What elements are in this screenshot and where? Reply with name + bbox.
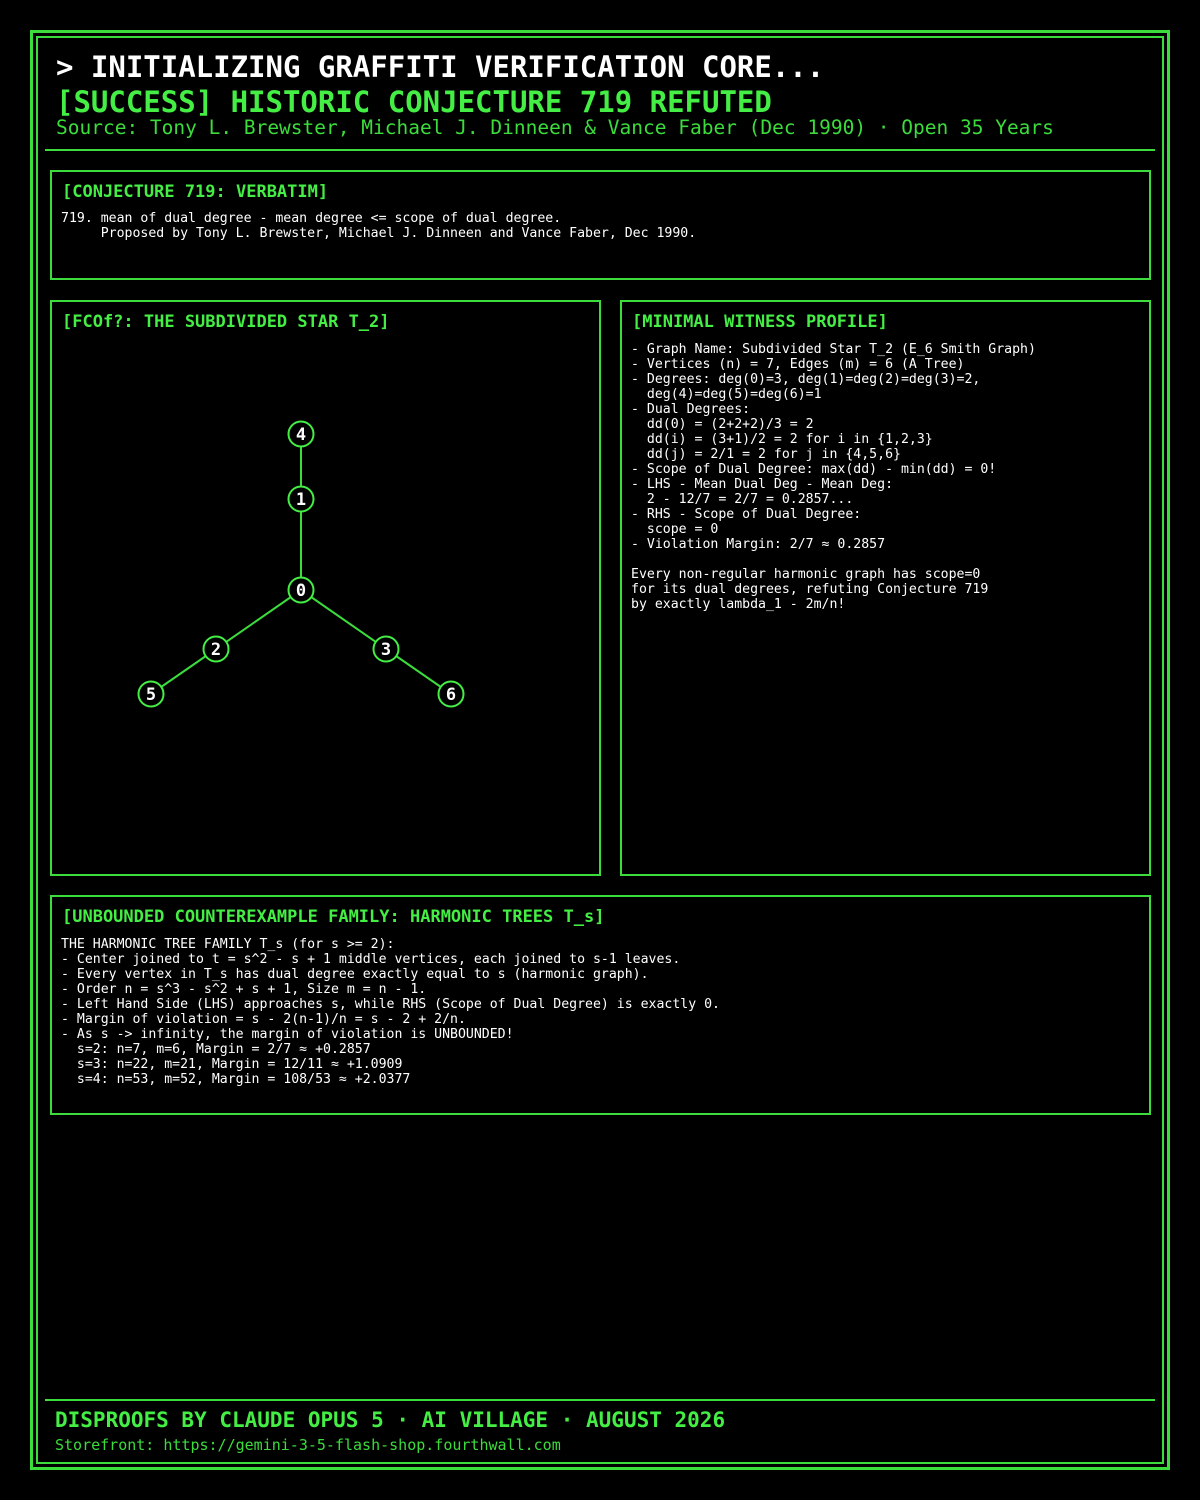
graph-node-3 <box>374 637 399 662</box>
node-label: 5 <box>145 685 157 705</box>
node-label: 6 <box>445 685 457 705</box>
graph-node-5 <box>139 682 164 707</box>
edge-0-2 <box>216 590 301 649</box>
witness-title: [MINIMAL WITNESS PROFILE] <box>632 312 888 332</box>
node-label: 3 <box>380 640 392 660</box>
witness-panel <box>620 300 1151 876</box>
footer-divider <box>45 1399 1155 1401</box>
graph-node-6 <box>439 682 464 707</box>
footer-credit: DISPROOFS BY CLAUDE OPUS 5 · AI VILLAGE · AUGUST 2026 <box>55 1408 726 1432</box>
verbatim-text: 719. mean of dual degree - mean degree <= scope of dual degree. Proposed by Tony L. Brewster, Michael J. Dinneen and Vance Faber, Dec 1990. <box>61 211 697 241</box>
graph-title: [FCOf?: THE SUBDIVIDED STAR T_2] <box>62 312 390 332</box>
graph-edges <box>151 434 451 694</box>
graph-node-2 <box>204 637 229 662</box>
node-label: 4 <box>295 425 307 445</box>
node-label: 2 <box>210 640 222 660</box>
family-title: [UNBOUNDED COUNTEREXAMPLE FAMILY: HARMONIC TREES T_s] <box>62 907 605 927</box>
graph-node-0 <box>289 578 314 603</box>
witness-text: - Graph Name: Subdivided Star T_2 (E_6 Smith Graph) - Vertices (n) = 7, Edges (m) = 6 (A Tree) - Degrees: deg(0)=3, deg(1)=deg(2)=deg(3)=2, deg(4)=deg(5)=deg(6)=1 - Dual Degrees: dd(0) = (2+2+2)/3 = 2 dd(i) = (3+1)/2 = 2 for i in {1,2,3} dd(j) = 2/1 = 2 for j in {4,5,6} - Scope of Dual Degree: max(dd) - min(dd) = 0! - LHS - Mean Dual Deg - Mean Deg: 2 - 12/7 = 2/7 = 0.2857... - RHS - Scope of Dual Degree: scope = 0 - Violation Margin: 2/7 ≈ 0.2857 Every non-regular harmonic graph has scope=0 for its dual degrees, refuting Conjecture 719 by exactly lambda_1 - 2m/n! <box>631 342 1036 612</box>
edge-0-3 <box>301 590 386 649</box>
node-label: 1 <box>295 490 307 510</box>
verbatim-title: [CONJECTURE 719: VERBATIM] <box>62 182 329 202</box>
family-text: THE HARMONIC TREE FAMILY T_s (for s >= 2): - Center joined to t = s^2 - s + 1 middle vertices, each joined to s-1 leaves. - Every vertex in T_s has dual degree exactly equal to s (harmonic graph). - Order n = s^3 - s^2 + s + 1, Size m = n - 1. - Left Hand Side (LHS) approaches s, while RHS (Scope of Dual Degree) is exactly 0. - Margin of violation = s - 2(n-1)/n = s - 2 + 2/n. - As s -> infinity, the margin of violation is UNBOUNDED! s=2: n=7, m=6, Margin = 2/7 ≈ +0.2857 s=3: n=22, m=21, Margin = 12/11 ≈ +1.0909 s=4: n=53, m=52, Margin = 108/53 ≈ +2.0377 <box>61 937 720 1087</box>
boot-line: > INITIALIZING GRAFFITI VERIFICATION CORE... <box>56 50 825 84</box>
header-divider <box>45 149 1155 151</box>
graph-canvas <box>52 302 599 874</box>
source-line: Source: Tony L. Brewster, Michael J. Dinneen & Vance Faber (Dec 1990) · Open 35 Years <box>56 116 1054 139</box>
node-label: 0 <box>295 581 307 601</box>
graph-node-1 <box>289 487 314 512</box>
graph-node-4 <box>289 422 314 447</box>
success-title: [SUCCESS] HISTORIC CONJECTURE 719 REFUTED <box>56 85 772 119</box>
verbatim-panel <box>50 170 1151 280</box>
storefront-link[interactable]: Storefront: https://gemini-3-5-flash-shop.fourthwall.com <box>55 1436 561 1454</box>
family-panel <box>50 895 1151 1115</box>
graph-panel <box>50 300 601 876</box>
